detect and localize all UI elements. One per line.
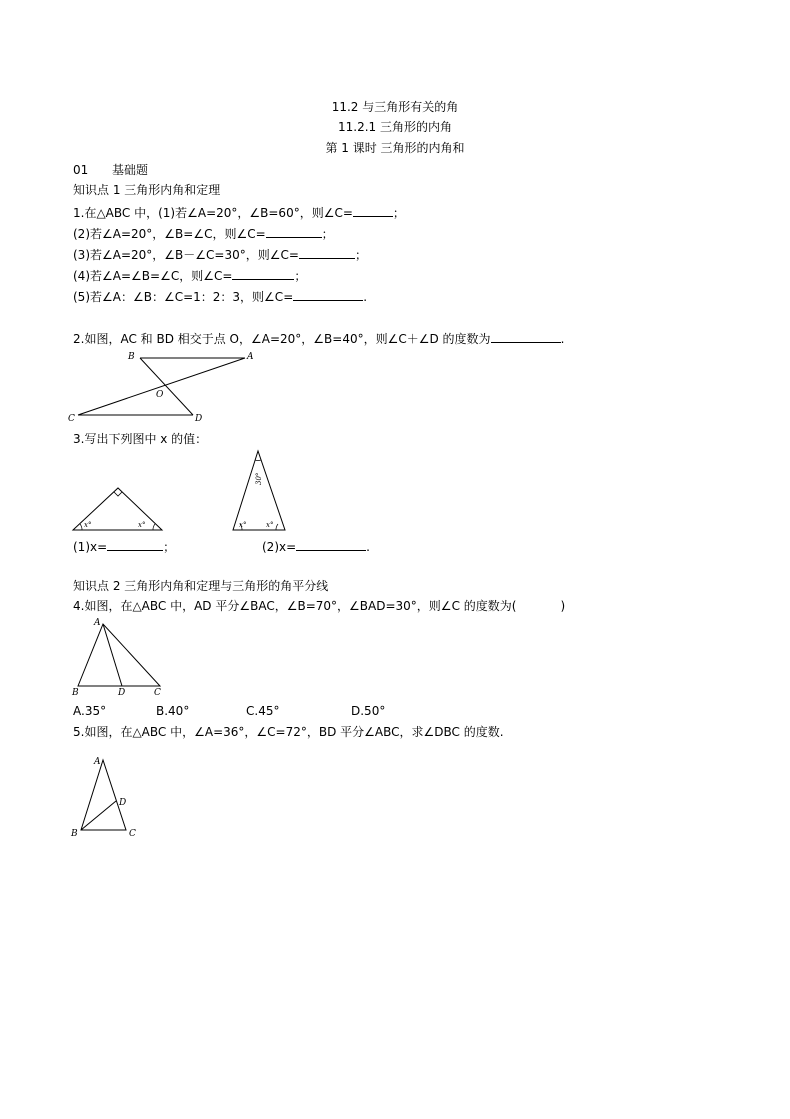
page-title: 11.2 与三角形有关的角 bbox=[331, 100, 459, 114]
q1-line-1-text: 1.在△ABC 中，(1)若∠A=20°，∠B=60°，则∠C= bbox=[73, 206, 353, 220]
answer-blank[interactable] bbox=[266, 226, 322, 238]
q1-line-3 bbox=[73, 247, 367, 261]
q4-text-line bbox=[73, 600, 565, 612]
q1-line-5-text: (5)若∠A：∠B：∠C=1：2：3，则∠C= bbox=[73, 290, 294, 304]
label-c: C bbox=[154, 688, 161, 698]
apex-angle-label: 30° bbox=[255, 472, 263, 485]
label-b: B bbox=[128, 352, 135, 362]
q3-answer-2-end: . bbox=[366, 540, 370, 554]
q1-line-1 bbox=[73, 205, 405, 219]
q3-answer-2-label: (2)x= bbox=[262, 540, 297, 554]
q2-text-line bbox=[73, 331, 564, 345]
q3-figure-1 bbox=[70, 485, 170, 535]
angle-label-left: x° bbox=[239, 521, 247, 529]
label-d: D bbox=[195, 414, 203, 424]
label-d: D bbox=[119, 798, 127, 808]
section-number: 01 bbox=[73, 163, 89, 177]
segment-ac bbox=[78, 358, 245, 415]
q4-option-b[interactable]: B.40° bbox=[156, 704, 190, 718]
q3-answer-2 bbox=[262, 539, 370, 553]
q1-line-2 bbox=[73, 226, 334, 240]
q4-text: 4.如图，在△ABC 中，AD 平分∠BAC，∠B=70°，∠BAD=30°，则∠C 的度数为( bbox=[73, 599, 517, 613]
q1-line-5 bbox=[73, 289, 367, 303]
q1-line-3-end: ； bbox=[354, 248, 367, 262]
label-a: A bbox=[247, 352, 254, 362]
label-a: A bbox=[94, 757, 101, 767]
bisector-bd bbox=[81, 801, 116, 830]
q2-end: . bbox=[560, 332, 565, 346]
segment-bd bbox=[140, 358, 193, 415]
lesson-title: 第 1 课时 三角形的内角和 bbox=[325, 141, 465, 155]
q1-line-4-text: (4)若∠A=∠B=∠C，则∠C= bbox=[73, 269, 233, 283]
q3-figure-2 bbox=[228, 448, 298, 538]
q4-option-d[interactable]: D.50° bbox=[351, 704, 386, 718]
section-name: 基础题 bbox=[112, 163, 149, 177]
q3-answer-1-label: (1)x= bbox=[73, 540, 108, 554]
q1-line-3-text: (3)若∠A=20°，∠B－∠C=30°，则∠C= bbox=[73, 248, 299, 262]
label-b: B bbox=[71, 829, 78, 839]
answer-blank[interactable] bbox=[293, 289, 363, 301]
label-c: C bbox=[68, 414, 75, 424]
q5-figure bbox=[70, 752, 140, 842]
triangle-abc bbox=[81, 760, 126, 830]
knowledge-point-2-title: 知识点 2 三角形内角和定理与三角形的角平分线 bbox=[73, 579, 329, 593]
label-c: C bbox=[129, 829, 136, 839]
page-subtitle: 11.2.1 三角形的内角 bbox=[338, 120, 452, 134]
q4-option-a[interactable]: A.35° bbox=[73, 704, 107, 718]
answer-blank[interactable] bbox=[232, 268, 294, 280]
q3-answer-1 bbox=[73, 539, 175, 553]
answer-blank[interactable] bbox=[107, 539, 163, 551]
label-b: B bbox=[72, 688, 79, 698]
label-d: D bbox=[118, 688, 126, 698]
q5-text: 5.如图，在△ABC 中，∠A=36°，∠C=72°，BD 平分∠ABC，求∠DBC 的度数. bbox=[73, 725, 504, 739]
answer-blank[interactable] bbox=[353, 205, 393, 217]
q4-option-c[interactable]: C.45° bbox=[246, 704, 280, 718]
knowledge-point-1-title: 知识点 1 三角形内角和定理 bbox=[73, 183, 221, 197]
answer-blank[interactable] bbox=[299, 247, 355, 259]
q2-text: 2.如图，AC 和 BD 相交于点 O，∠A=20°，∠B=40°，则∠C＋∠D 的度数为 bbox=[73, 332, 491, 346]
angle-label-left: x° bbox=[84, 521, 92, 529]
bisector-ad bbox=[103, 624, 122, 686]
q1-line-4-end: ； bbox=[294, 269, 307, 283]
label-a: A bbox=[94, 618, 101, 628]
q1-line-4 bbox=[73, 268, 306, 282]
q4-figure bbox=[70, 618, 180, 698]
q1-line-2-end: ； bbox=[321, 227, 334, 241]
q4-paren-end: ) bbox=[560, 599, 566, 613]
q1-line-1-end: ； bbox=[392, 206, 405, 220]
q3-answer-1-end: ； bbox=[163, 540, 176, 554]
q1-line-2-text: (2)若∠A=20°，∠B=∠C，则∠C= bbox=[73, 227, 266, 241]
angle-label-right: x° bbox=[138, 521, 146, 529]
q2-figure bbox=[70, 348, 270, 428]
isosceles-triangle bbox=[233, 451, 285, 530]
angle-label-right: x° bbox=[266, 521, 274, 529]
label-o: O bbox=[156, 390, 164, 400]
q1-line-5-end: . bbox=[363, 290, 368, 304]
answer-blank[interactable] bbox=[491, 331, 561, 343]
q3-text: 3.写出下列图中 x 的值： bbox=[73, 432, 208, 446]
right-angle-mark bbox=[114, 492, 122, 496]
answer-blank[interactable] bbox=[296, 539, 366, 551]
